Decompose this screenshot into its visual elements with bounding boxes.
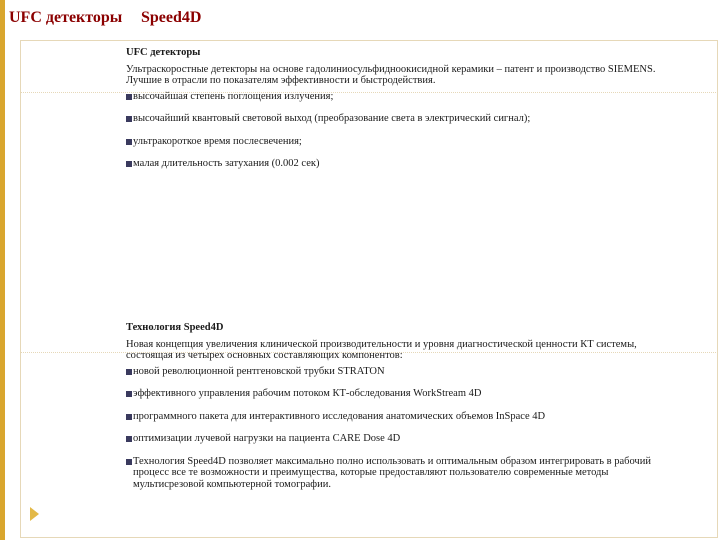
list-item: высочайшая степень поглощения излучения;	[126, 91, 656, 103]
list-item: ультракороткое время послесвечения;	[126, 136, 656, 148]
list-item: новой революционной рентгеновской трубки STRATON	[126, 366, 656, 378]
list-item: программного пакета для интерактивного исследования анатомических объемов InSpace 4D	[126, 411, 656, 423]
list-item: эффективного управления рабочим потоком КТ-обследования WorkStream 4D	[126, 388, 656, 400]
speed4d-intro: Новая концепция увеличения клинической производительности и уровня диагностической ценности КТ системы, состоящая из четырех основных составляющих компонентов:	[126, 338, 637, 361]
list-item: Технология Speed4D позволяет максимально полно использовать и оптимальным образом интегрировать в рабочий процесс все те возможности и преимущества, которые предоставляют пользователю современные методы мультисрезовой компьютерной томографии.	[126, 456, 656, 491]
ufc-heading: UFC детекторы	[126, 47, 201, 58]
list-item: высочайший квантовый световой выход (преобразование света в электрический сигнал);	[126, 113, 656, 125]
accent-bar	[0, 0, 5, 540]
ufc-section	[126, 47, 656, 181]
title-speed4d: Speed4D	[141, 9, 202, 26]
speed4d-section	[126, 322, 656, 501]
ufc-intro: Ультраскоростные детекторы на основе гадолиниосульфидноокисидной керамики – патент и производство SIEMENS. Лучшие в отрасли по показателям эффективности и быстродействия.	[126, 63, 656, 86]
speed4d-heading: Технология Speed4D	[126, 322, 224, 333]
next-arrow-icon[interactable]	[30, 507, 39, 521]
title-ufc: UFC детекторы	[9, 9, 123, 26]
list-item: малая длительность затухания (0.002 сек)	[126, 158, 656, 170]
list-item: оптимизации лучевой нагрузки на пациента CARE Dose 4D	[126, 433, 656, 445]
